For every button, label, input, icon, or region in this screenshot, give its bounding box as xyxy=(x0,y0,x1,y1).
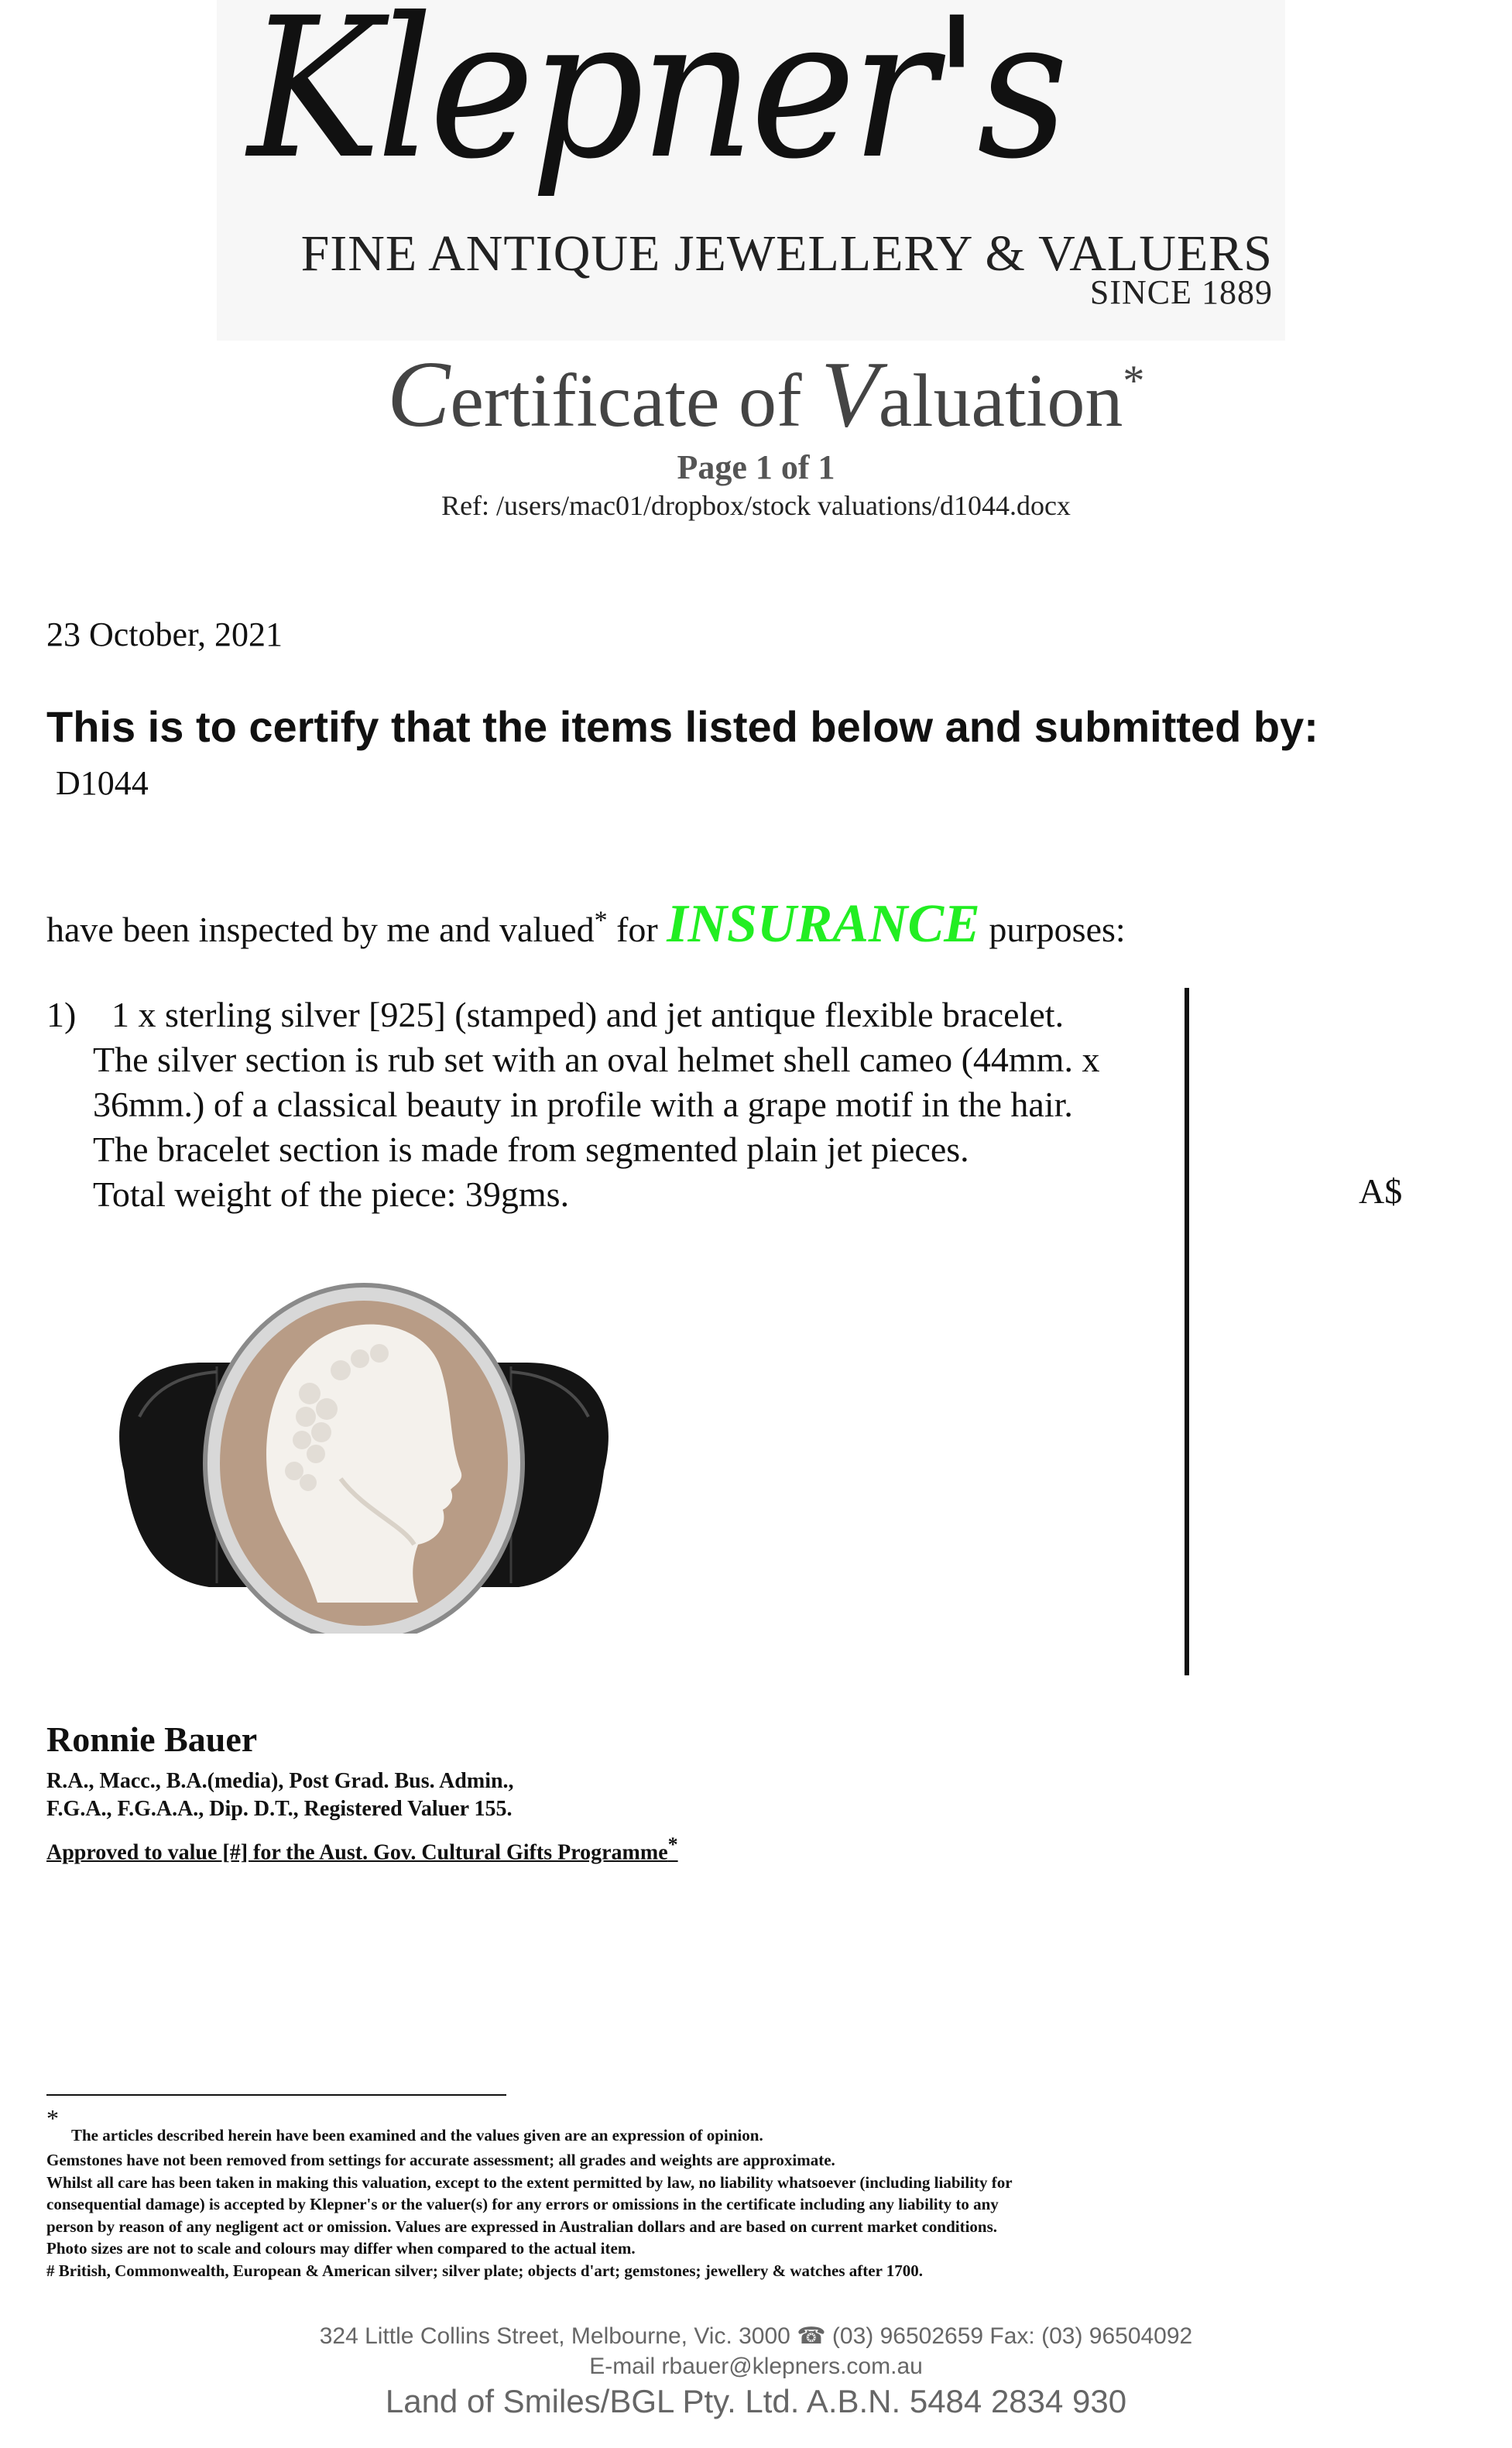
footnote-first-line: The articles described herein have been examined and the values given are an expression of opinion. xyxy=(71,2126,763,2145)
footnote-text: Gemstones have not been removed from settings for accurate assessment; all grades and weights are approximate. Whilst all care has been taken in making this valuation, except to the extent permitted by law, no liability whatsoever (including liability for consequential damage) is accepted by Klepner's or the valuer(s) for any errors or omissions in the certificate including any liability to any person by reason of any negligent act or omission. Values are expressed in Australian dollars and are based on current market conditions. Photo sizes are not to scale and colours may differ when compared to the actual item. # British, Commonwealth, European & American silver; silver plate; objects d'art; gemstones; jewellery & watches after 1700. xyxy=(46,2151,1013,2280)
footnote-mark: * xyxy=(46,2104,59,2132)
certificate-title: Certificate of Valuation* xyxy=(387,342,1145,447)
item-number: 1) xyxy=(46,995,77,1034)
insurance-label: INSURANCE xyxy=(667,894,980,954)
certificate-date: 23 October, 2021 xyxy=(46,615,283,653)
item-photo xyxy=(108,1277,619,1634)
logo-script-name: Klepner's xyxy=(248,0,1065,201)
valuer-qualifications: R.A., Macc., B.A.(media), Post Grad. Bus. Admin., F.G.A., F.G.A.A., Dip. D.T., Registered Valuer 155. xyxy=(46,1769,514,1821)
logo-since: SINCE 1889 xyxy=(1089,273,1273,311)
currency-label: A$ xyxy=(1359,1171,1403,1211)
certify-heading: This is to certify that the items listed below and submitted by: xyxy=(46,702,1318,751)
client-code: D1044 xyxy=(56,764,149,802)
footer-company: Land of Smiles/BGL Pty. Ltd. A.B.N. 5484 2834 930 xyxy=(385,2383,1127,2419)
item-description: 1 x sterling silver [925] (stamped) and jet antique flexible bracelet. The silver section is rub set with an oval helmet shell cameo (44mm. x 36mm.) of a classical beauty in profile with a grape motif in the hair. The bracelet section is made from segmented plain jet pieces. Total weight of the piece: 39gms. xyxy=(93,995,1100,1214)
page-number: Page 1 of 1 xyxy=(677,448,835,486)
footer-email: E-mail rbauer@klepners.com.au xyxy=(589,2354,923,2379)
value-column-divider xyxy=(1185,988,1189,1675)
footnote-divider xyxy=(46,2094,506,2096)
valuer-name: Ronnie Bauer xyxy=(46,1719,258,1759)
logo-tagline: FINE ANTIQUE JEWELLERY & VALUERS xyxy=(300,225,1273,282)
file-reference: Ref: /users/mac01/dropbox/stock valuations/d1044.docx xyxy=(441,490,1071,521)
footer-address: 324 Little Collins Street, Melbourne, Vic. 3000 ☎ (03) 96502659 Fax: (03) 96504092 xyxy=(319,2323,1193,2349)
company-logo xyxy=(217,0,1285,341)
valuation-purpose: have been inspected by me and valued* for INSURANCE purposes: xyxy=(46,894,1126,954)
approval-statement: Approved to value [#] for the Aust. Gov. Cultural Gifts Programme* xyxy=(46,1833,678,1865)
